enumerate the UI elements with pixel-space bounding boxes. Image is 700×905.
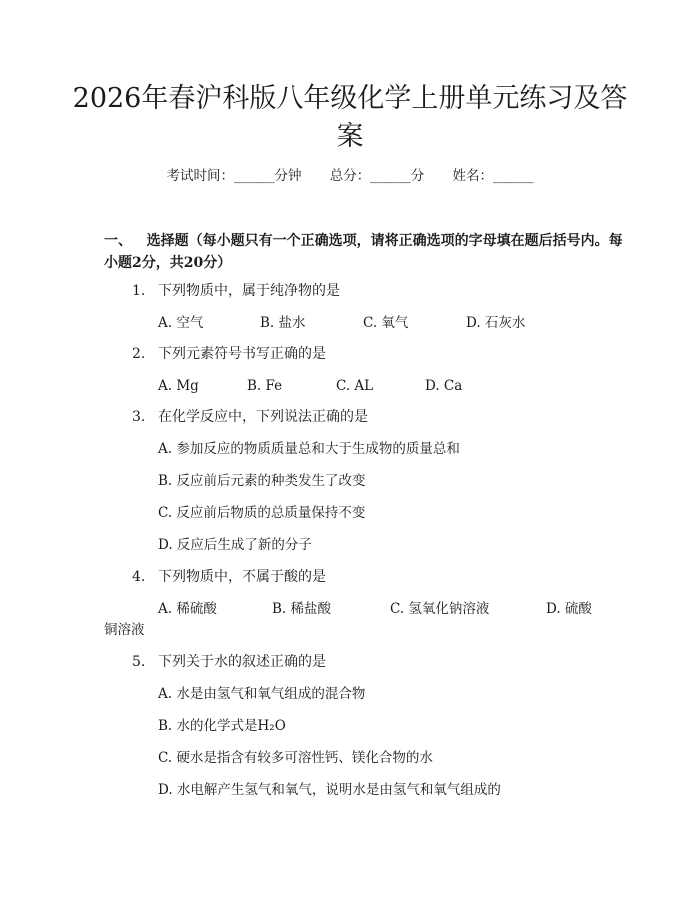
q5-option-b: B. 水的化学式是H₂O [158,718,286,734]
q5-option-d: D. 水电解产生氢气和氧气，说明水是由氢气和氧气组成的 [158,782,501,798]
question-4-number: 4. [132,569,146,585]
question-3-number: 3. [132,409,146,425]
meta-name-label: 姓名： [452,168,494,184]
exam-meta [0,166,700,186]
q1-option-b: B. 盐水 [260,315,306,331]
meta-time-unit: 分钟 [274,168,302,184]
question-5-number: 5. [132,654,146,670]
meta-score-label: 总分： [329,168,371,184]
question-2-text: 下列元素符号书写正确的是 [158,346,326,362]
question-3-text: 在化学反应中，下列说法正确的是 [158,409,368,425]
meta-time-blank: ______ [233,168,275,184]
q4-option-c: C. 氢氧化钠溶液 [390,601,490,617]
section-heading [104,230,624,274]
meta-score-blank: ______ [370,168,411,184]
q2-option-c: C. AL [336,378,374,394]
q3-option-c: C. 反应前后物质的总质量保持不变 [158,505,366,521]
meta-time [166,168,301,184]
section-instructions: 选择题（每小题只有一个正确选项，请将正确选项的字母填在题后括号内。每小题2分，共20分） [104,233,623,271]
q1-option-c: C. 氧气 [363,315,409,331]
q4-option-a: A. 稀硫酸 [158,601,217,617]
q4-option-d-wrap: 铜溶液 [104,622,145,638]
question-1-text: 下列物质中，属于纯净物的是 [158,283,340,299]
q1-option-d: D. 石灰水 [466,315,526,331]
meta-score-unit: 分 [410,168,425,184]
q4-option-d: D. 硫酸 [546,601,592,617]
q2-option-a: A. Mg [158,378,199,394]
meta-score [330,168,425,184]
meta-time-label: 考试时间： [166,168,234,184]
q2-option-d: D. Ca [425,378,463,394]
q2-option-b: B. Fe [247,378,283,394]
q3-option-b: B. 反应前后元素的种类发生了改变 [158,473,366,489]
exam-title: 2026年春沪科版八年级化学上册单元练习及答案 [72,83,628,152]
q3-option-a: A. 参加反应的物质质量总和大于生成物的质量总和 [158,441,460,457]
q4-option-b: B. 稀盐酸 [272,601,332,617]
question-2-number: 2. [132,346,146,362]
question-5-text: 下列关于水的叙述正确的是 [158,654,326,670]
question-4-text: 下列物质中，不属于酸的是 [158,569,326,585]
section-number: 一、 [104,233,132,249]
q5-option-a: A. 水是由氢气和氧气组成的混合物 [158,686,366,702]
meta-name [453,168,534,184]
q1-option-a: A. 空气 [158,315,204,331]
q5-option-c: C. 硬水是指含有较多可溶性钙、镁化合物的水 [158,750,433,766]
question-number: 1. [132,283,146,299]
q3-option-d: D. 反应后生成了新的分子 [158,537,312,553]
meta-name-blank: ______ [493,168,534,184]
